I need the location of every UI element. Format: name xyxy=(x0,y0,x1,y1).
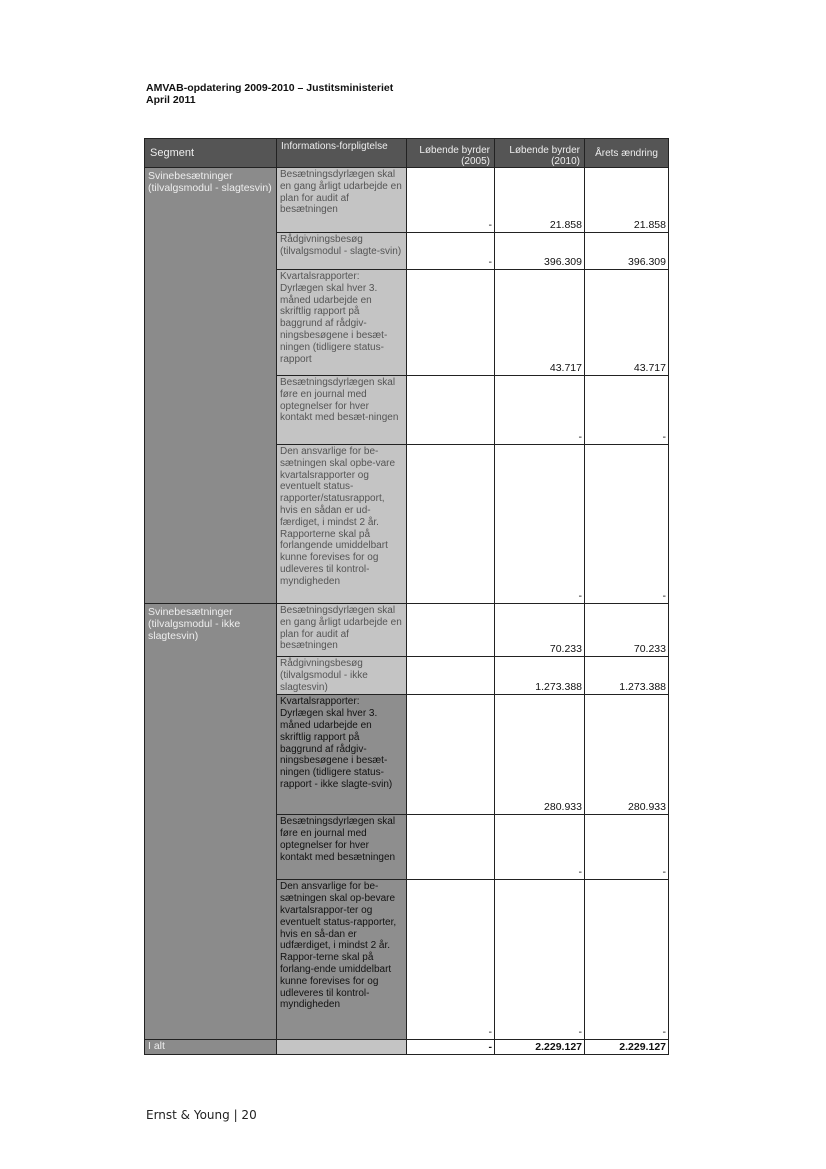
value-2010: 21.858 xyxy=(495,168,585,233)
segment-cell-ikke-slagtesvin: Svinebesætninger (tilvalgsmodul - ikke slagtesvin) xyxy=(145,604,277,1040)
info-cell: Besætningsdyrlægen skal en gang årligt udarbejde en plan for audit af besætningen xyxy=(277,604,407,657)
value-2010: 70.233 xyxy=(495,604,585,657)
info-cell: Besætningsdyrlægen skal føre en journal med optegnelser for hver kontakt med besætningen xyxy=(277,815,407,880)
header-title: AMVAB-opdatering 2009-2010 – Justitsministeriet xyxy=(146,82,394,94)
info-cell: Kvartalsrapporter: Dyrlægen skal hver 3. måned udarbejde en skriftlig rapport på baggrund af rådgiv-ningsbesøgene i besæt-ningen (tidligere status-rapport xyxy=(277,270,407,376)
value-change: 396.309 xyxy=(585,233,669,270)
value-2005 xyxy=(407,445,495,604)
value-2005 xyxy=(407,695,495,815)
value-change: - xyxy=(585,815,669,880)
value-2010: 396.309 xyxy=(495,233,585,270)
info-cell: Besætningsdyrlægen skal en gang årligt udarbejde en plan for audit af besætningen xyxy=(277,168,407,233)
header-date: April 2011 xyxy=(146,94,196,106)
value-2005 xyxy=(407,815,495,880)
table-header-row xyxy=(145,139,669,168)
total-2010: 2.229.127 xyxy=(495,1040,585,1055)
value-2010: 1.273.388 xyxy=(495,657,585,695)
value-change: 1.273.388 xyxy=(585,657,669,695)
value-2010: - xyxy=(495,880,585,1040)
col-header-info: Informations-forpligtelse xyxy=(277,139,407,168)
value-2005 xyxy=(407,376,495,445)
value-2010: 280.933 xyxy=(495,695,585,815)
segment-cell-slagtesvin: Svinebesætninger (tilvalgsmodul - slagtesvin) xyxy=(145,168,277,604)
value-change: 21.858 xyxy=(585,168,669,233)
value-change: - xyxy=(585,376,669,445)
total-info-cell xyxy=(277,1040,407,1055)
table-row xyxy=(145,168,669,233)
info-cell: Besætningsdyrlægen skal føre en journal med optegnelser for hver kontakt med besæt-ningen xyxy=(277,376,407,445)
col-header-2010: Løbende byrder (2010) xyxy=(495,139,585,168)
info-cell: Kvartalsrapporter: Dyrlægen skal hver 3. måned udarbejde en skriftlig rapport på baggrund af rådgiv-ningsbesøgene i besæt-ningen (tidligere status-rapport - ikke slagte-svin) xyxy=(277,695,407,815)
value-2005: - xyxy=(407,233,495,270)
page-footer: Ernst & Young | 20 xyxy=(146,1108,257,1122)
total-change: 2.229.127 xyxy=(585,1040,669,1055)
info-cell: Den ansvarlige for be-sætningen skal opbe-vare kvartalsrapporter og eventuelt status-rapporter/statusrapport, hvis en sådan er ud-færdiget, i mindst 2 år. Rapporterne skal på forlangende umiddelbart kunne forevises for og udleveres til kontrol-myndigheden xyxy=(277,445,407,604)
value-change: 70.233 xyxy=(585,604,669,657)
value-change: 280.933 xyxy=(585,695,669,815)
document-header xyxy=(146,82,393,106)
info-cell: Den ansvarlige for be-sætningen skal op-bevare kvartalsrappor-ter og eventuelt status-rapporter, hvis en så-dan er udfærdiget, i mindst 2 år. Rappor-terne skal på forlang-ende umiddelbart kunne forevises for og udleveres til kontrol-myndigheden xyxy=(277,880,407,1040)
value-change: - xyxy=(585,880,669,1040)
total-2005: - xyxy=(407,1040,495,1055)
value-change: 43.717 xyxy=(585,270,669,376)
value-change: - xyxy=(585,445,669,604)
info-cell: Rådgivningsbesøg (tilvalgsmodul - slagte-svin) xyxy=(277,233,407,270)
value-2010: - xyxy=(495,815,585,880)
table-row xyxy=(145,604,669,657)
info-cell: Rådgivningsbesøg (tilvalgsmodul - ikke slagtesvin) xyxy=(277,657,407,695)
total-label: I alt xyxy=(145,1040,277,1055)
value-2005: - xyxy=(407,168,495,233)
col-header-change: Årets ændring xyxy=(585,139,669,168)
total-row xyxy=(145,1040,669,1055)
burden-table xyxy=(144,138,669,1055)
col-header-2005: Løbende byrder (2005) xyxy=(407,139,495,168)
value-2010: - xyxy=(495,376,585,445)
col-header-segment: Segment xyxy=(145,139,277,168)
value-2005 xyxy=(407,604,495,657)
value-2010: 43.717 xyxy=(495,270,585,376)
value-2005: - xyxy=(407,880,495,1040)
value-2005 xyxy=(407,657,495,695)
value-2010: - xyxy=(495,445,585,604)
value-2005 xyxy=(407,270,495,376)
